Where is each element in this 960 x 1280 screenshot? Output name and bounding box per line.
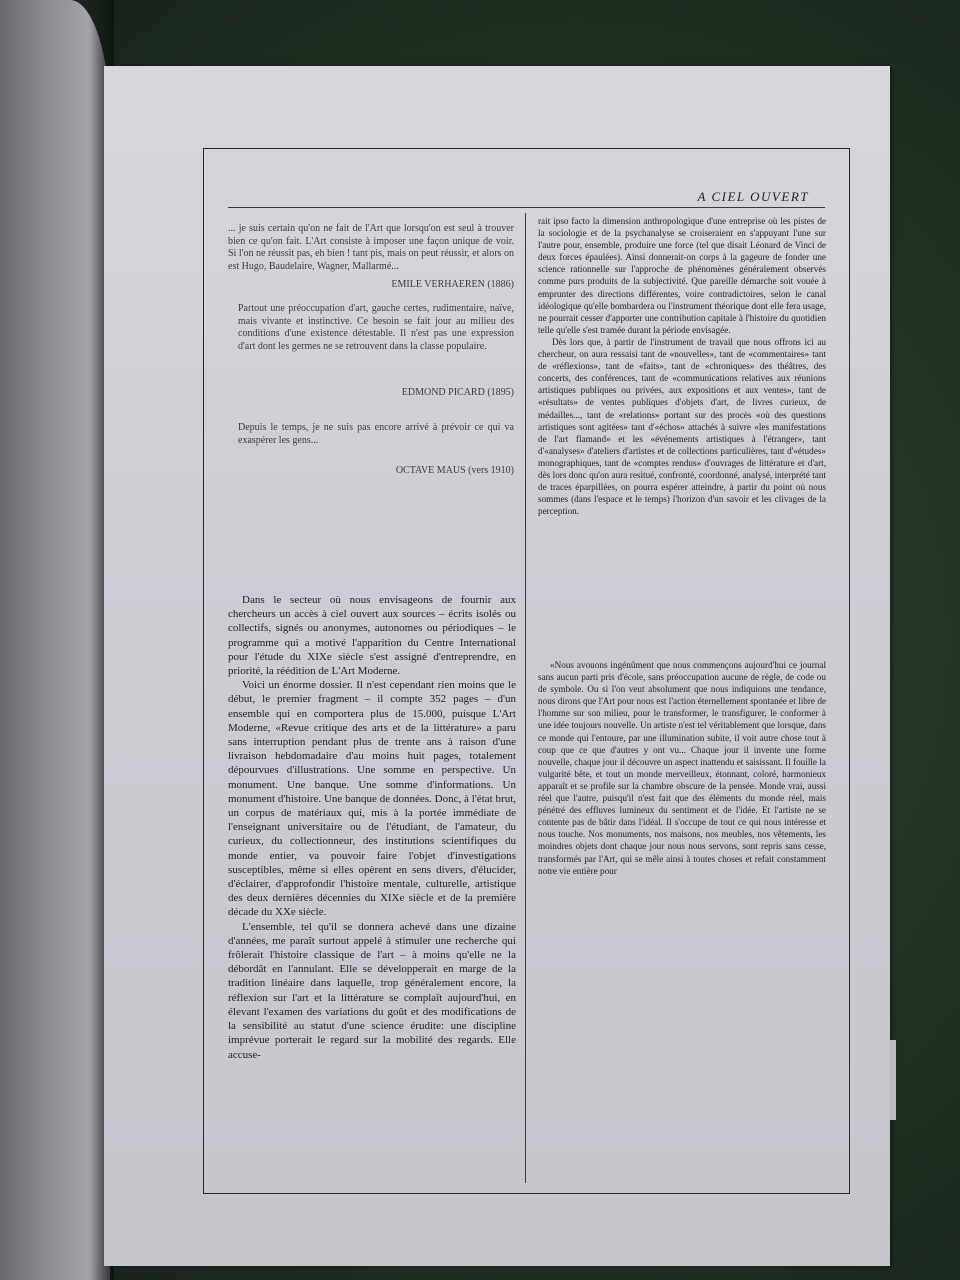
header-rule — [228, 207, 825, 208]
left-body-text — [228, 593, 516, 1062]
body-paragraph: Voici un énorme dossier. Il n'est cependant rien moins que le début, le premier fragment – il compte 352 pages – d'un ensemble qui en comportera plus de 15.000, puisque L'Art Moderne, «Revue critique des arts et de la littérature» a paru sans interruption pendant plus de trente ans à raison d'une livraison hebdomadaire d'au moins huit pages, totalement dépourvues d'illustrations. Une somme en perspective. Un monument. Une banque. Une somme d'informations. Un monument d'histoire. Une banque de données. Donc, à l'état brut, un corpus de matériaux qui, mis à la portée immédiate de l'enseignant universitaire ou de l'étudiant, de l'amateur, du curieux, du collectionneur, des institutions scientifiques du monde entier, va pouvoir faire l'objet d'investigations susceptibles, même si elles opèrent en sens divers, d'élucider, d'éclairer, d'approfondir l'histoire mentale, culturelle, artistique des deux dernières décennies du XIXe siècle et de la première décade du XXe siècle. — [228, 679, 516, 919]
right-body-text — [538, 215, 826, 517]
page-frame — [203, 148, 850, 1194]
page-edge — [890, 1040, 896, 1120]
epigraph-picard: Partout une préoccupation d'art, gauche certes, rudimentaire, naïve, mais vivante et instinctive. Ce besoin se fait jour au milieu des conditions d'une existence détestable. Il n'est pas une expression d'art dont les germes ne se retrouvent dans la classe populaire. — [238, 303, 514, 352]
epigraph-verhaeren: ... je suis certain qu'on ne fait de l'Art que lorsqu'on est seul à trouver bien ce qu'on fait. L'Art consiste à imposer une façon unique de voir. Si l'on ne réussit pas, eh bien ! tant pis, mais on peut réussir, et alors on est Hugo, Baudelaire, Wagner, Mallarmé... — [228, 223, 514, 272]
epigraph-attribution: OCTAVE MAUS (vers 1910) — [395, 465, 514, 476]
body-paragraph: rait ipso facto la dimension anthropologique d'une entreprise où les pistes de la sociologie et de la psychanalyse se croiseraient en s'appuyant l'une sur l'autre pour, ensemble, produire une force (tel que disait Léonard de Vinci de deux forces épaulées). Ainsi donnerait-on corps à la gageure de fonder une science rationnelle sur l'approche de phénomènes généralement observés comme purs produits de la subjectivité. Que pareille démarche soit vouée à emprunter des directions différentes, voire contradictoires, selon le canal idéologique qu'elle bombardera ou l'instrument théorique dont elle fera usage, ne pourrait cesser d'apporter une contribution capitale à l'histoire du quotidien telle qu'elle s'est tramée durant la période envisagée. — [538, 216, 826, 335]
quote-paragraph: «Nous avouons ingénûment que nous commençons aujourd'hui ce journal sans aucun parti pris d'école, sans préoccupation aucune de règle, de code ou de symbole. Ou si l'on veut absolument que nous indiquions une tendance, nous dirons que l'Art pour nous est l'action éternellement spontanée et libre de l'homme sur son milieu, pour le transformer, le transfigurer, le conformer à une idée toujours nouvelle. Un artiste n'est tel véritablement que lorsque, dans ce monde qui l'entoure, par une illumination subite, il voit autre chose tout à coup que ce que d'autres y ont vu... Chaque jour il invente une forme nouvelle, chaque jour il découvre un aspect inattendu et saisissant. Il fouille la vulgarité bête, et tout un monde merveilleux, étonnant, coloré, harmonieux apparaît et se profile sur la chambre obscure de la pensée. Monde vrai, aussi réel que l'autre, puisqu'il n'est fait que des éléments du monde réel, mais pénétré des effluves lumineux du sentiment et de l'idée. Et l'artiste ne se contente pas de bâtir dans l'idéal. Il s'occupe de tout ce qui nous intéresse et nous touche. Nos monuments, nos maisons, nos meubles, nos vêtements, les moindres objets dont chaque jour nous nous servons, sont repris sans cesse, transformés par l'Art, qui se mêle ainsi à toutes choses et refait constamment notre vie entière pour — [538, 660, 826, 876]
epigraph-maus: Depuis le temps, je ne suis pas encore arrivé à prévoir ce qui va exaspérer les gens... — [238, 422, 514, 446]
running-head: A CIEL OUVERT — [697, 189, 809, 204]
epigraph-attribution: EDMOND PICARD (1895) — [401, 387, 514, 398]
column-rule — [525, 213, 526, 1183]
right-quote-block — [538, 659, 826, 877]
body-paragraph: Dans le secteur où nous envisageons de fournir aux chercheurs un accès à ciel ouvert aux sources – écrits isolés ou collectifs, signés ou anonymes, autonomes ou périodiques – le programme qui a motivé l'apparition du Centre International pour l'étude du XIXe siècle s'est assigné d'entreprendre, en priorité, la réédition de L'Art Moderne. — [228, 594, 516, 678]
book-page — [104, 66, 890, 1266]
epigraph-attribution: EMILE VERHAEREN (1886) — [391, 279, 514, 290]
body-paragraph: L'ensemble, tel qu'il se donnera achevé dans une dizaine d'années, me paraît surtout appelé à stimuler une recherche qui frôlerait l'histoire classique de l'art – à moins qu'elle ne la débordât en l'annulant. Elle se développerait en marge de la tradition linéaire dans laquelle, trop généralement encore, la réflexion sur l'art et la littérature se complaît aujourd'hui, en élevant l'examen des variations du goût et des modifications de la sensibilité au statut d'une science érudite: une discipline imprévue porterait le regard sur la mobilité des regards. Elle accuse- — [228, 920, 516, 1061]
body-paragraph: Dès lors que, à partir de l'instrument de travail que nous offrons ici au chercheur, on aura ressaisi tant de «nouvelles», tant de «commentaires» tant de «réflexions», tant de «faits», tant de «chroniques» des théâtres, des concerts, des conférences, tant de «communications relatives aux réunions artistiques publiques ou privées, aux expositions et aux ventes», tant de «résultats» de ventes publiques d'objets d'art, de livres curieux, de médailles..., tant de «relations» portant sur des procès «où des questions artistiques sont agitées» tant d'«échos» attachés à suivre «les manifestations de l'art flamand» et les «événements artistiques à l'étranger», tant d'«analyses» d'ateliers d'artistes et de collections particulières, tant d'«études» monographiques, tant de «comptes rendus» d'ouvrages de littérature et d'art, dès lors donc qu'on aura resitué, confronté, coordonné, analysé, interprété tant de traces éparpillées, on pourra espérer atteindre, à partir du point où nous sommes (dans l'espace et le temps) l'horizon d'un savoir et les clivages de la perception. — [538, 336, 826, 517]
